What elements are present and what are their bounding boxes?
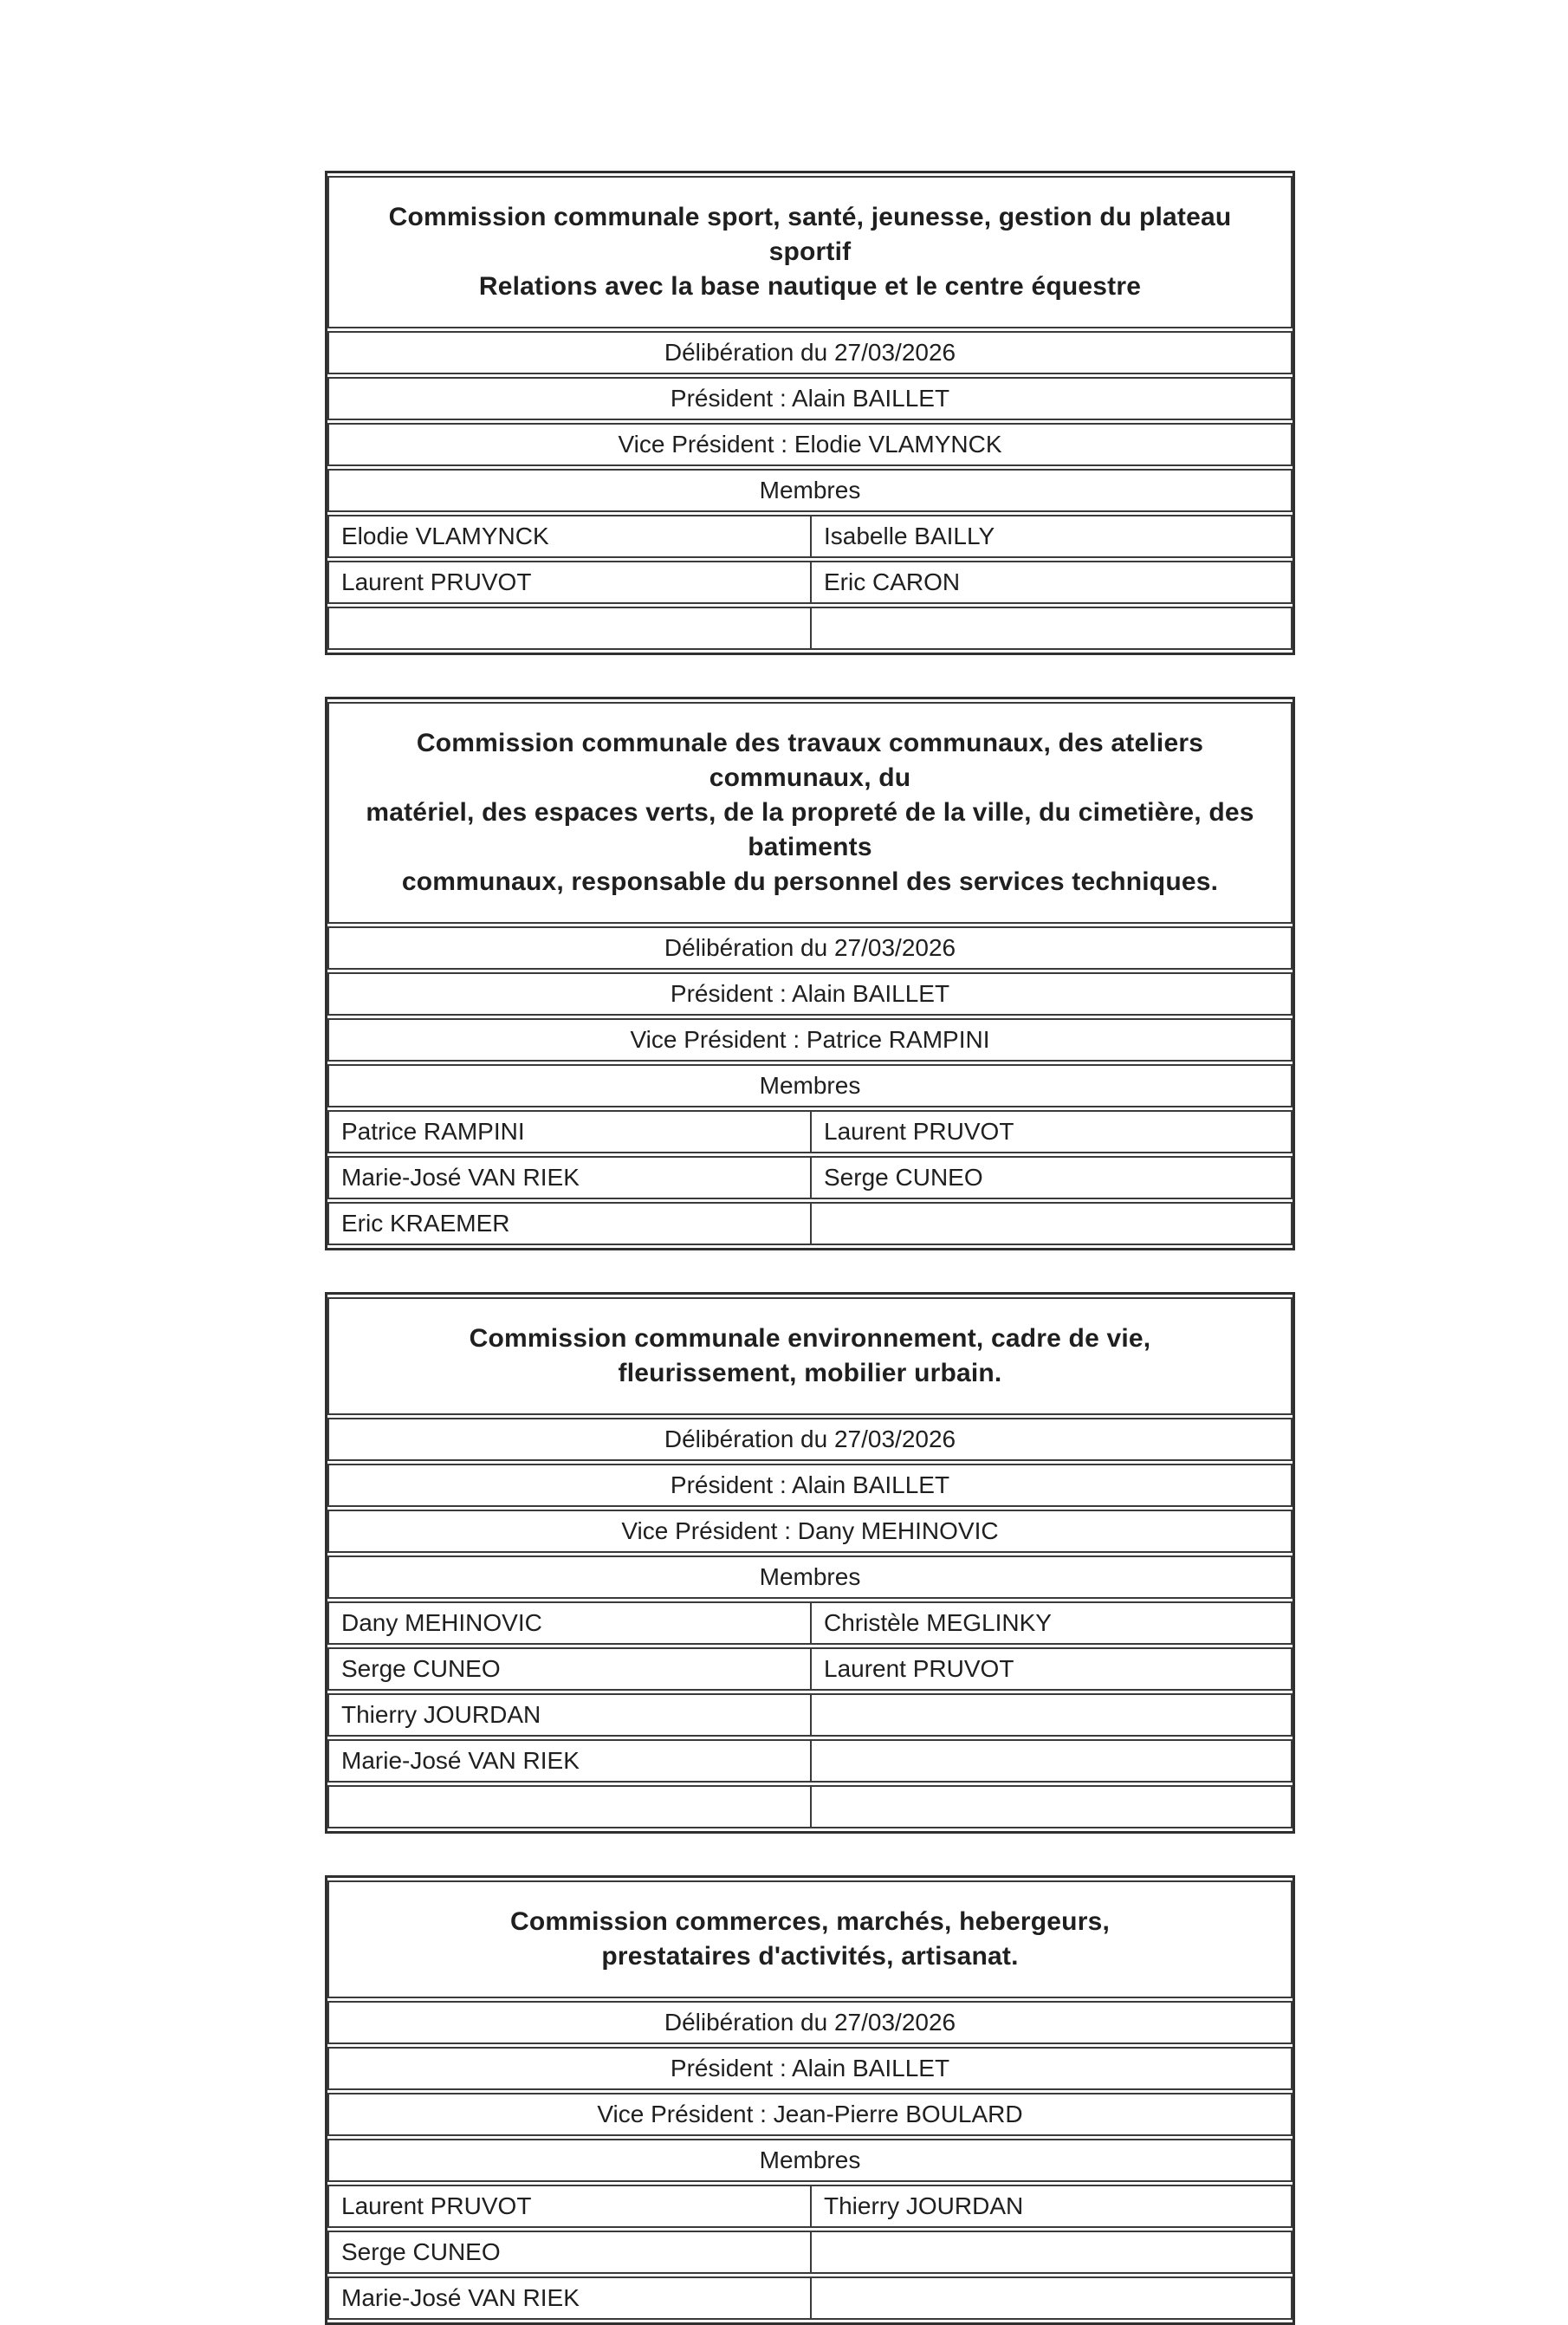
title-line: Commission communale sport, santé, jeunesse, gestion du plateau sportif	[388, 203, 1232, 266]
commission-table-environnement	[325, 1292, 1295, 1834]
table-row	[327, 2093, 1293, 2136]
members-label: Membres	[327, 2139, 1293, 2182]
table-row	[327, 377, 1293, 420]
member-row	[327, 1739, 1293, 1783]
member-row	[327, 2276, 1293, 2320]
document-page	[325, 171, 1295, 2325]
members-label: Membres	[327, 469, 1293, 512]
table-row	[327, 469, 1293, 512]
table-row	[327, 2139, 1293, 2182]
commission-title	[327, 1297, 1293, 1415]
vice-president-row: Vice Président : Dany MEHINOVIC	[327, 1510, 1293, 1553]
member-row	[327, 1202, 1293, 1245]
vice-president-row: Vice Président : Elodie VLAMYNCK	[327, 423, 1293, 466]
president-row: Président : Alain BAILLET	[327, 377, 1293, 420]
member-cell: Elodie VLAMYNCK	[327, 515, 810, 558]
member-row	[327, 1785, 1293, 1828]
table-row	[327, 926, 1293, 970]
member-cell: Serge CUNEO	[327, 2231, 810, 2274]
member-cell: Dany MEHINOVIC	[327, 1601, 810, 1645]
member-cell: Isabelle BAILLY	[810, 515, 1293, 558]
title-line: Commission commerces, marchés, hebergeurs,	[509, 1907, 1110, 1936]
member-row	[327, 607, 1293, 650]
commission-title	[327, 176, 1293, 328]
member-row	[327, 1647, 1293, 1691]
table-row	[327, 2001, 1293, 2044]
table-row	[327, 1064, 1293, 1107]
member-row	[327, 515, 1293, 558]
member-cell: Eric KRAEMER	[327, 1202, 810, 1245]
commission-table-commerces	[325, 1875, 1295, 2325]
president-row: Président : Alain BAILLET	[327, 2047, 1293, 2090]
table-row	[327, 1880, 1293, 1998]
member-cell-empty	[810, 1739, 1293, 1783]
member-cell-empty	[810, 1693, 1293, 1737]
members-label: Membres	[327, 1064, 1293, 1107]
member-cell-empty	[327, 607, 810, 650]
table-row	[327, 702, 1293, 924]
table-row	[327, 1464, 1293, 1507]
title-line: Relations avec la base nautique et le centre équestre	[478, 272, 1142, 301]
member-cell: Laurent PRUVOT	[810, 1647, 1293, 1691]
title-line: fleurissement, mobilier urbain.	[618, 1359, 1002, 1387]
table-row	[327, 1510, 1293, 1553]
member-row	[327, 1156, 1293, 1199]
commission-title	[327, 1880, 1293, 1998]
member-cell-empty	[327, 1785, 810, 1828]
table-row	[327, 1555, 1293, 1599]
table-row	[327, 331, 1293, 374]
member-cell-empty	[810, 1202, 1293, 1245]
deliberation-row: Délibération du 27/03/2026	[327, 1418, 1293, 1461]
member-cell: Eric CARON	[810, 561, 1293, 604]
member-cell: Serge CUNEO	[327, 1647, 810, 1691]
member-cell: Patrice RAMPINI	[327, 1110, 810, 1153]
commission-table-travaux	[325, 697, 1295, 1250]
member-cell: Marie-José VAN RIEK	[327, 2276, 810, 2320]
member-cell: Thierry JOURDAN	[810, 2185, 1293, 2228]
title-line: Commission communale des travaux communaux, des ateliers communaux, du	[416, 729, 1204, 792]
deliberation-row: Délibération du 27/03/2026	[327, 331, 1293, 374]
deliberation-row: Délibération du 27/03/2026	[327, 2001, 1293, 2044]
member-cell: Christèle MEGLINKY	[810, 1601, 1293, 1645]
title-line: prestataires d'activités, artisanat.	[601, 1942, 1019, 1971]
member-cell: Laurent PRUVOT	[327, 2185, 810, 2228]
commission-table-sport	[325, 171, 1295, 655]
member-row	[327, 1693, 1293, 1737]
deliberation-row: Délibération du 27/03/2026	[327, 926, 1293, 970]
member-cell-empty	[810, 1785, 1293, 1828]
table-row	[327, 1018, 1293, 1062]
member-cell: Thierry JOURDAN	[327, 1693, 810, 1737]
member-cell: Marie-José VAN RIEK	[327, 1739, 810, 1783]
member-cell: Marie-José VAN RIEK	[327, 1156, 810, 1199]
member-cell-empty	[810, 2276, 1293, 2320]
president-row: Président : Alain BAILLET	[327, 1464, 1293, 1507]
title-line: matériel, des espaces verts, de la propreté de la ville, du cimetière, des batiments	[366, 798, 1254, 861]
table-row	[327, 972, 1293, 1016]
members-label: Membres	[327, 1555, 1293, 1599]
member-cell-empty	[810, 2231, 1293, 2274]
table-row	[327, 176, 1293, 328]
title-line: communaux, responsable du personnel des services techniques.	[401, 867, 1219, 896]
member-row	[327, 1110, 1293, 1153]
member-row	[327, 2231, 1293, 2274]
president-row: Président : Alain BAILLET	[327, 972, 1293, 1016]
title-line: Commission communale environnement, cadre de vie,	[469, 1324, 1151, 1353]
member-row	[327, 1601, 1293, 1645]
table-row	[327, 1418, 1293, 1461]
vice-president-row: Vice Président : Jean-Pierre BOULARD	[327, 2093, 1293, 2136]
member-row	[327, 2185, 1293, 2228]
member-row	[327, 561, 1293, 604]
table-row	[327, 2047, 1293, 2090]
member-cell: Laurent PRUVOT	[810, 1110, 1293, 1153]
table-row	[327, 1297, 1293, 1415]
commission-title	[327, 702, 1293, 924]
member-cell: Laurent PRUVOT	[327, 561, 810, 604]
table-row	[327, 423, 1293, 466]
member-cell: Serge CUNEO	[810, 1156, 1293, 1199]
member-cell-empty	[810, 607, 1293, 650]
vice-president-row: Vice Président : Patrice RAMPINI	[327, 1018, 1293, 1062]
